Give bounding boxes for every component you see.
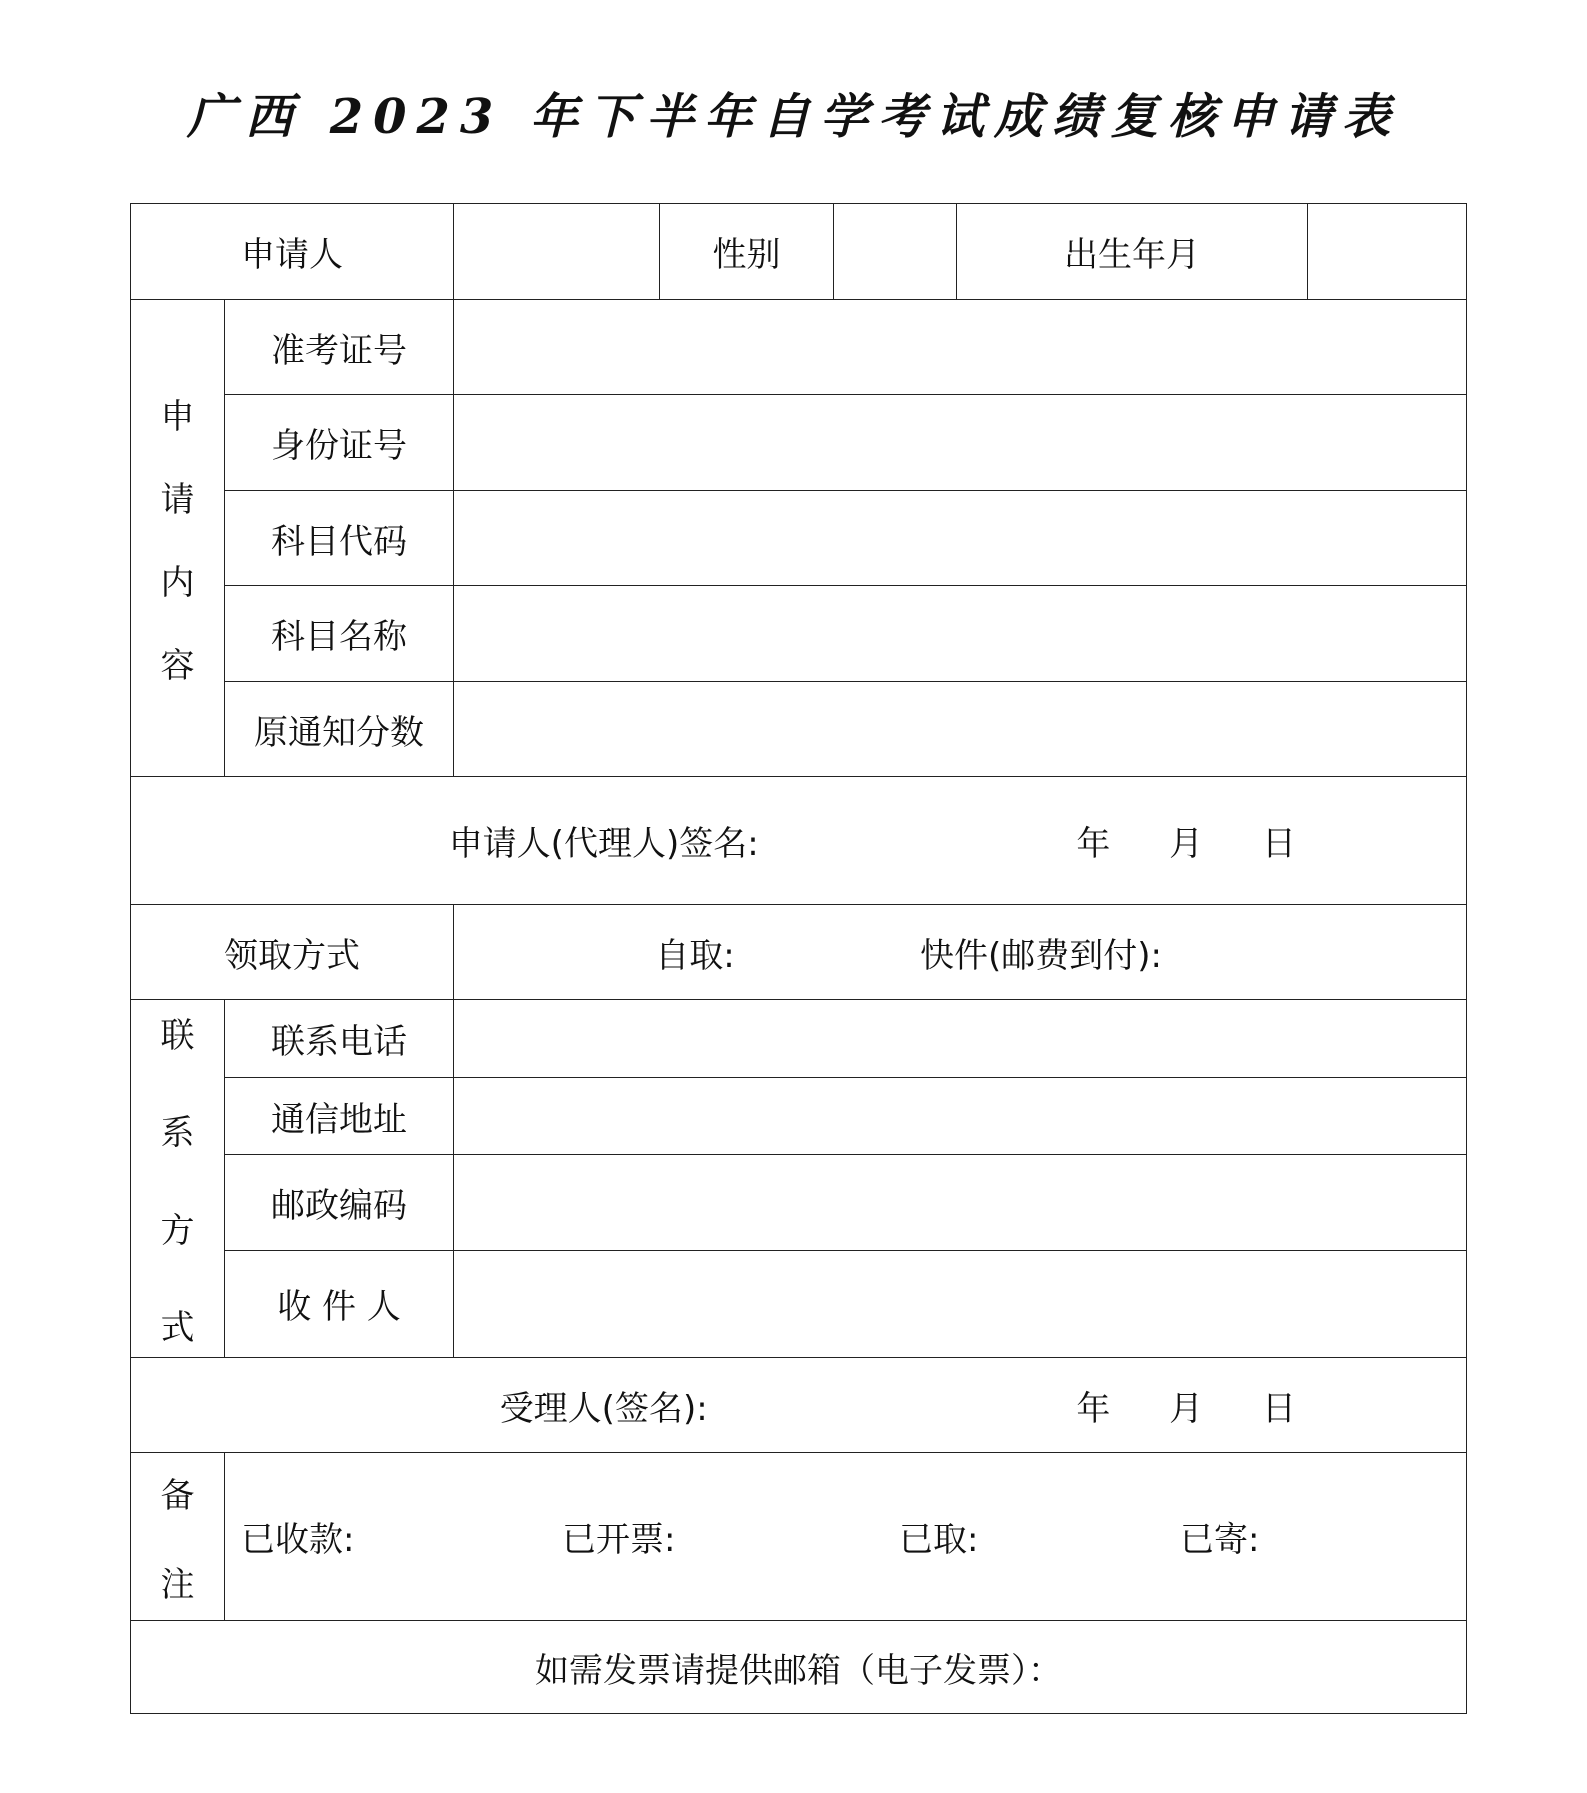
group-char: 系 [160,1113,195,1154]
original-score-field[interactable] [454,682,1467,777]
phone-label: 联系电话 [225,1000,454,1078]
applicant-signature-row[interactable] [131,777,1467,905]
subject-code-label: 科目代码 [225,491,454,586]
address-label: 通信地址 [225,1078,454,1155]
application-content-group-label [131,300,225,777]
applicant-label: 申请人 [131,204,454,300]
applicant-name-field[interactable] [454,204,660,300]
id-number-field[interactable] [454,395,1467,491]
receiver-signature-row[interactable] [131,1358,1467,1453]
recipient-field[interactable] [454,1250,1467,1357]
invoice-email-row[interactable] [131,1621,1467,1714]
phone-field[interactable] [454,1000,1467,1078]
group-char: 内 [160,563,195,603]
receiver-signature-label: 受理人(签名): [499,1388,708,1429]
remarks-content [225,1453,1467,1621]
received-payment-item[interactable]: 已收款: [241,1520,355,1560]
invoice-email-note: 如需发票请提供邮箱（电子发票）： [535,1650,1062,1691]
mailed-item[interactable]: 已寄: [1180,1520,1260,1560]
receiver-date: 年 月 日 [1076,1388,1296,1429]
subject-name-field[interactable] [454,586,1467,682]
applicant-signature-label: 申请人(代理人)签名: [448,824,759,864]
group-char: 注 [160,1564,195,1605]
express-option[interactable]: 快件(邮费到付): [920,935,1162,976]
pickup-method-label: 领取方式 [131,905,454,1000]
group-char: 方 [160,1210,195,1251]
gender-label: 性别 [660,204,834,300]
birth-field[interactable] [1308,204,1467,300]
pickup-method-options [454,905,1467,1000]
group-char: 容 [160,646,195,686]
group-char: 备 [160,1475,195,1516]
group-char: 式 [160,1307,195,1348]
page-title: 广西 2023 年下半年自学考试成绩复核申请表 [186,89,1401,145]
birth-label: 出生年月 [957,204,1308,300]
remarks-group-label [131,1453,225,1621]
admission-number-field[interactable] [454,300,1467,395]
subject-code-field[interactable] [454,491,1467,586]
postal-code-field[interactable] [454,1155,1467,1250]
recipient-label [225,1250,454,1357]
application-form-table [130,203,1467,1714]
group-char: 联 [160,1016,195,1056]
self-pickup-option[interactable]: 自取: [655,935,735,976]
id-number-label: 身份证号 [225,395,454,491]
subject-name-label: 科目名称 [225,586,454,682]
group-char: 请 [160,480,195,520]
recipient-label-text: 收 件 人 [277,1287,401,1328]
picked-up-item[interactable]: 已取: [899,1520,979,1560]
invoiced-item[interactable]: 已开票: [562,1520,676,1560]
address-field[interactable] [454,1078,1467,1155]
original-score-label: 原通知分数 [225,682,454,777]
group-char: 申 [160,397,195,437]
gender-field[interactable] [834,204,957,300]
signature-date: 年 月 日 [1076,824,1296,864]
admission-number-label: 准考证号 [225,300,454,395]
contact-group-label [131,1000,225,1358]
postal-code-label: 邮政编码 [225,1155,454,1250]
